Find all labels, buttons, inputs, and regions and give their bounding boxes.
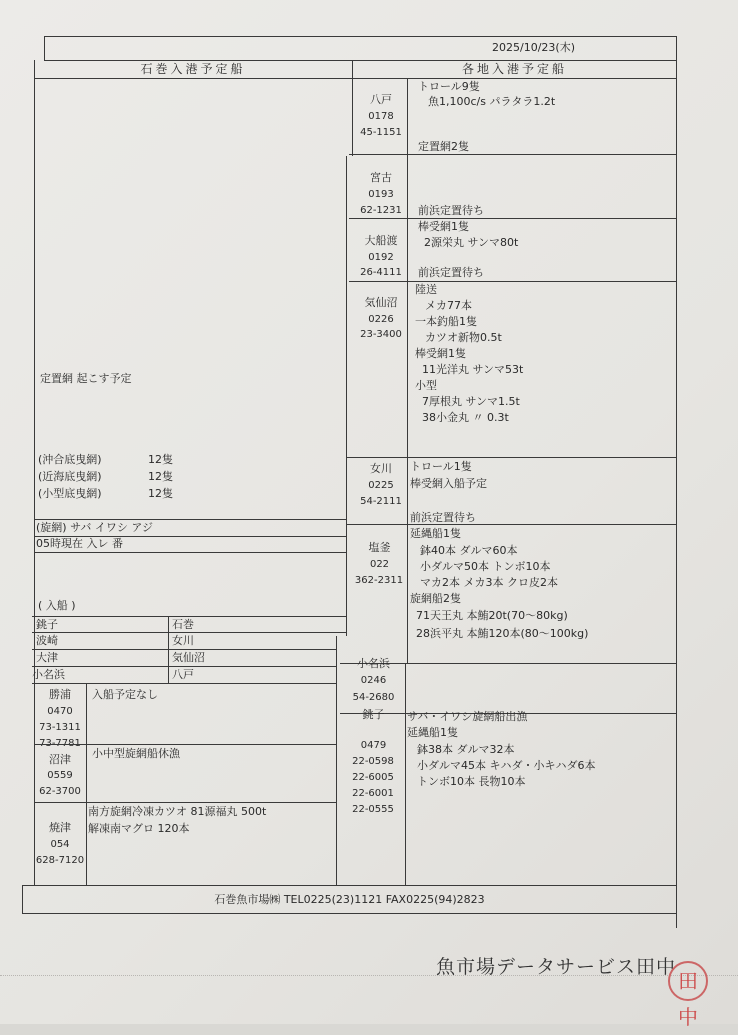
- region-tel: 0479: [360, 740, 387, 751]
- left-header: 石巻入港予定船: [140, 62, 246, 76]
- trawl-count: 12隻: [148, 470, 173, 483]
- header-top-line: [44, 60, 677, 61]
- other-port-name: 勝浦: [49, 688, 71, 701]
- region-info: 28浜平丸 本鮪120本(80～100kg): [416, 627, 589, 640]
- region-name: 塩釜: [368, 541, 391, 554]
- other-line-2: [34, 802, 337, 803]
- trawl-name: (小型底曳網): [38, 487, 102, 500]
- header-bottom-line: [34, 78, 677, 79]
- region-tel: 0246: [360, 675, 387, 686]
- region-info: トロール1隻: [410, 460, 472, 473]
- row-line-1: [349, 154, 677, 155]
- row-line-5: [347, 524, 677, 525]
- region-info: 小型: [415, 379, 437, 392]
- region-name: 小名浜: [357, 657, 390, 670]
- senmo-row: (旋網) サバ イワシ アジ: [36, 521, 153, 534]
- region-info: 7厚根丸 サンマ1.5t: [422, 395, 520, 408]
- ire-line-bottom: [34, 552, 347, 553]
- other-port-info: 小中型旋網船休漁: [92, 747, 180, 760]
- region-tel: 26-4111: [360, 267, 402, 278]
- region-name: 銚子: [362, 708, 385, 721]
- other-line-1: [34, 744, 337, 745]
- other-port-info: 南方旋網冷凍カツオ 81源福丸 500t: [88, 805, 267, 818]
- region-name: 気仙沼: [364, 296, 398, 309]
- region-tel: 54-2111: [360, 496, 402, 507]
- region-info: 魚1,100c/s パラタラ1.2t: [428, 95, 556, 108]
- port-right: 石巻: [172, 618, 194, 631]
- other-port-tel: 0559: [47, 770, 73, 781]
- other-port-tel: 73-1311: [39, 722, 81, 733]
- region-name: 宮古: [370, 171, 392, 184]
- region-info: 小ダルマ50本 トンボ10本: [420, 560, 551, 573]
- region-tel: 22-6005: [352, 772, 394, 783]
- row-line-4: [347, 457, 677, 458]
- region-tel: 0226: [368, 314, 394, 325]
- row-line-2: [349, 218, 677, 219]
- footer-divider: [22, 885, 677, 886]
- region-info: 前浜定置待ち: [418, 204, 484, 217]
- other-port-name: 沼津: [49, 753, 71, 766]
- column-divider-c: [336, 636, 337, 885]
- region-info: 棒受網1隻: [415, 347, 466, 360]
- region-tel: 022: [369, 559, 390, 570]
- frame-left-top: [44, 36, 45, 60]
- region-info: 71天王丸 本鮪20t(70～80kg): [416, 609, 568, 622]
- region-info: 11光洋丸 サンマ53t: [422, 363, 524, 376]
- region-info: カツオ新物0.5t: [425, 331, 502, 344]
- region-info: トンボ10本 長物10本: [417, 775, 526, 788]
- region-info: 前浜定置待ち: [410, 511, 476, 524]
- other-port-tel: 628-7120: [35, 855, 85, 866]
- teichi-note: 定置網 起こす予定: [40, 372, 132, 385]
- region-tel: 0193: [368, 189, 394, 200]
- region-info: 定置網2隻: [418, 140, 469, 153]
- region-info: 小ダルマ45本 キハダ・小キハダ6本: [417, 759, 596, 772]
- region-tel: 62-1231: [360, 205, 402, 216]
- region-tel: 22-6001: [352, 788, 394, 799]
- trawl-count: 12隻: [148, 487, 173, 500]
- other-port-info: 入船予定なし: [92, 688, 158, 701]
- trawl-name: (沖合底曳網): [38, 453, 102, 466]
- region-info: 陸送: [415, 283, 437, 296]
- frame-top: [44, 36, 677, 37]
- region-info: 鉢38本 ダルマ32本: [417, 743, 515, 756]
- region-info: 棒受網入船予定: [410, 477, 487, 490]
- region-tel: 22-0555: [352, 804, 394, 815]
- frame-right: [676, 36, 677, 928]
- region-tel: 54-2680: [352, 692, 395, 703]
- name-stamp: 田中: [668, 961, 708, 1001]
- region-info: メカ77本: [425, 299, 472, 312]
- region-name: 八戸: [370, 93, 392, 106]
- region-tel: 362-2311: [354, 575, 404, 586]
- region-tel: 22-0598: [352, 756, 394, 767]
- other-port-tel: 0470: [47, 706, 73, 717]
- port-schedule-table: [22, 36, 677, 928]
- port-left: 大津: [36, 651, 58, 664]
- region-info: 鉢40本 ダルマ60本: [420, 544, 518, 557]
- ire-row: 05時現在 入レ 番: [36, 537, 123, 550]
- region-info: トロール9隻: [418, 80, 480, 93]
- other-port-tel: 62-3700: [39, 786, 81, 797]
- region-tel: 23-3400: [360, 329, 402, 340]
- port-left: 銚子: [36, 618, 58, 631]
- other-port-info: 解凍南マグロ 120本: [88, 822, 190, 835]
- region-name: 女川: [370, 462, 392, 475]
- port-right: 八戸: [172, 668, 194, 681]
- region-tel: 0192: [368, 252, 394, 263]
- region-info: 棒受網1隻: [418, 220, 469, 233]
- footer-contact: 石巻魚市場㈱ TEL0225(23)1121 FAX0225(94)2823: [214, 893, 485, 906]
- other-port-name: 焼津: [49, 821, 71, 834]
- region-tel: 0225: [368, 480, 394, 491]
- column-divider-b: [346, 156, 347, 636]
- trawl-name: (近海底曳網): [38, 470, 102, 483]
- region-info: 前浜定置待ち: [418, 266, 484, 279]
- region-info: 一本釣船1隻: [415, 315, 477, 328]
- region-info: 38小金丸 〃 0.3t: [422, 411, 509, 424]
- signature: 魚市場データサービス田中: [436, 956, 677, 978]
- region-info: 2源栄丸 サンマ80t: [424, 236, 519, 249]
- region-info: 旋網船2隻: [410, 592, 461, 605]
- port-line-4: [32, 683, 337, 684]
- nyusen-label: ( 入船 ): [38, 599, 76, 612]
- region-info: 延縄船1隻: [410, 527, 461, 540]
- date: 2025/10/23(木): [492, 41, 575, 54]
- region-info: マカ2本 メカ3本 クロ皮2本: [420, 576, 558, 589]
- region-tel: 0178: [368, 111, 394, 122]
- port-left: 波崎: [36, 634, 58, 647]
- port-right: 気仙沼: [172, 651, 205, 664]
- region-info: 延縄船1隻: [407, 726, 458, 739]
- other-port-tel: 054: [50, 839, 70, 850]
- port-right: 女川: [172, 634, 194, 647]
- frame-bottom: [22, 913, 677, 914]
- trawl-count: 12隻: [148, 453, 173, 466]
- port-left: 小名浜: [32, 668, 65, 681]
- region-info: サバ・イワシ旋網船出漁: [407, 710, 528, 723]
- region-tel: 45-1151: [360, 127, 402, 138]
- row-line-3: [349, 281, 677, 282]
- right-header: 各地入港予定船: [461, 62, 567, 76]
- region-name: 大船渡: [364, 234, 398, 247]
